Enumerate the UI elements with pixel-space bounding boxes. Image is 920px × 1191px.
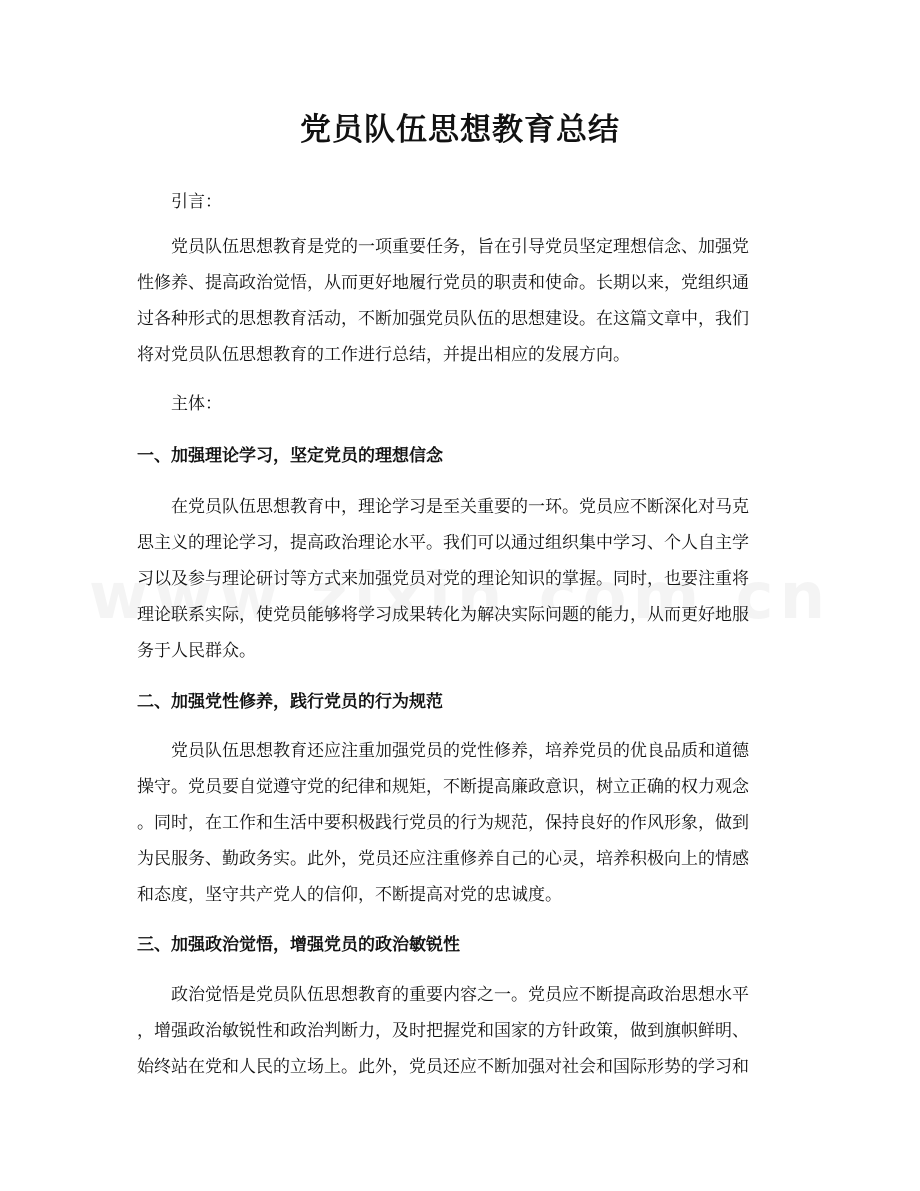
section-1-paragraph <box>137 489 790 669</box>
paragraph-line: 政治觉悟是党员队伍思想教育的重要内容之一。党员应不断提高政治思想水平 <box>171 985 749 1005</box>
paragraph-line: 将对党员队伍思想教育的工作进行总结，并提出相应的发展方向。 <box>137 345 630 365</box>
section-2-paragraph <box>137 733 790 913</box>
paragraph-line: 在党员队伍思想教育中，理论学习是至关重要的一环。党员应不断深化对马克 <box>171 497 749 517</box>
section-heading-3: 三、加强政治觉悟，增强党员的政治敏锐性 <box>137 935 460 955</box>
paragraph-line: ，增强政治敏锐性和政治判断力，及时把握党和国家的方针政策，做到旗帜鲜明、 <box>137 1021 749 1041</box>
document-title: 党员队伍思想教育总结 <box>300 112 620 148</box>
paragraph-line: 思主义的理论学习，提高政治理论水平。我们可以通过组织集中学习、个人自主学 <box>137 533 749 553</box>
paragraph-line: 过各种形式的思想教育活动，不断加强党员队伍的思想建设。在这篇文章中，我们 <box>137 309 749 329</box>
paragraph-line: 党员队伍思想教育还应注重加强党员的党性修养，培养党员的优良品质和道德 <box>171 741 749 761</box>
paragraph-line: 。同时，在工作和生活中要积极践行党员的行为规范，保持良好的作风形象，做到 <box>137 813 749 833</box>
section-heading-2: 二、加强党性修养，践行党员的行为规范 <box>137 692 443 712</box>
section-3-paragraph <box>137 977 790 1085</box>
paragraph-line: 始终站在党和人民的立场上。此外，党员还应不断加强对社会和国际形势的学习和 <box>137 1057 749 1077</box>
paragraph-line: 为民服务、勤政务实。此外，党员还应注重修养自己的心灵，培养积极向上的情感 <box>137 849 749 869</box>
paragraph-line: 性修养、提高政治觉悟，从而更好地履行党员的职责和使命。长期以来，党组织通 <box>137 273 749 293</box>
body-label: 主体： <box>171 394 222 414</box>
paragraph-line: 务于人民群众。 <box>137 641 256 661</box>
paragraph-line: 党员队伍思想教育是党的一项重要任务，旨在引导党员坚定理想信念、加强党 <box>171 237 749 257</box>
paragraph-line: 和态度，坚守共产党人的信仰，不断提高对党的忠诚度。 <box>137 885 562 905</box>
section-heading-1: 一、加强理论学习，坚定党员的理想信念 <box>137 446 443 466</box>
paragraph-line: 理论联系实际，使党员能够将学习成果转化为解决实际问题的能力，从而更好地服 <box>137 605 749 625</box>
paragraph-line: 习以及参与理论研讨等方式来加强党员对党的理论知识的掌握。同时，也要注重将 <box>137 569 749 589</box>
intro-paragraph <box>137 229 790 373</box>
intro-label: 引言： <box>171 192 222 212</box>
paragraph-line: 操守。党员要自觉遵守党的纪律和规矩，不断提高廉政意识，树立正确的权力观念 <box>137 777 749 797</box>
